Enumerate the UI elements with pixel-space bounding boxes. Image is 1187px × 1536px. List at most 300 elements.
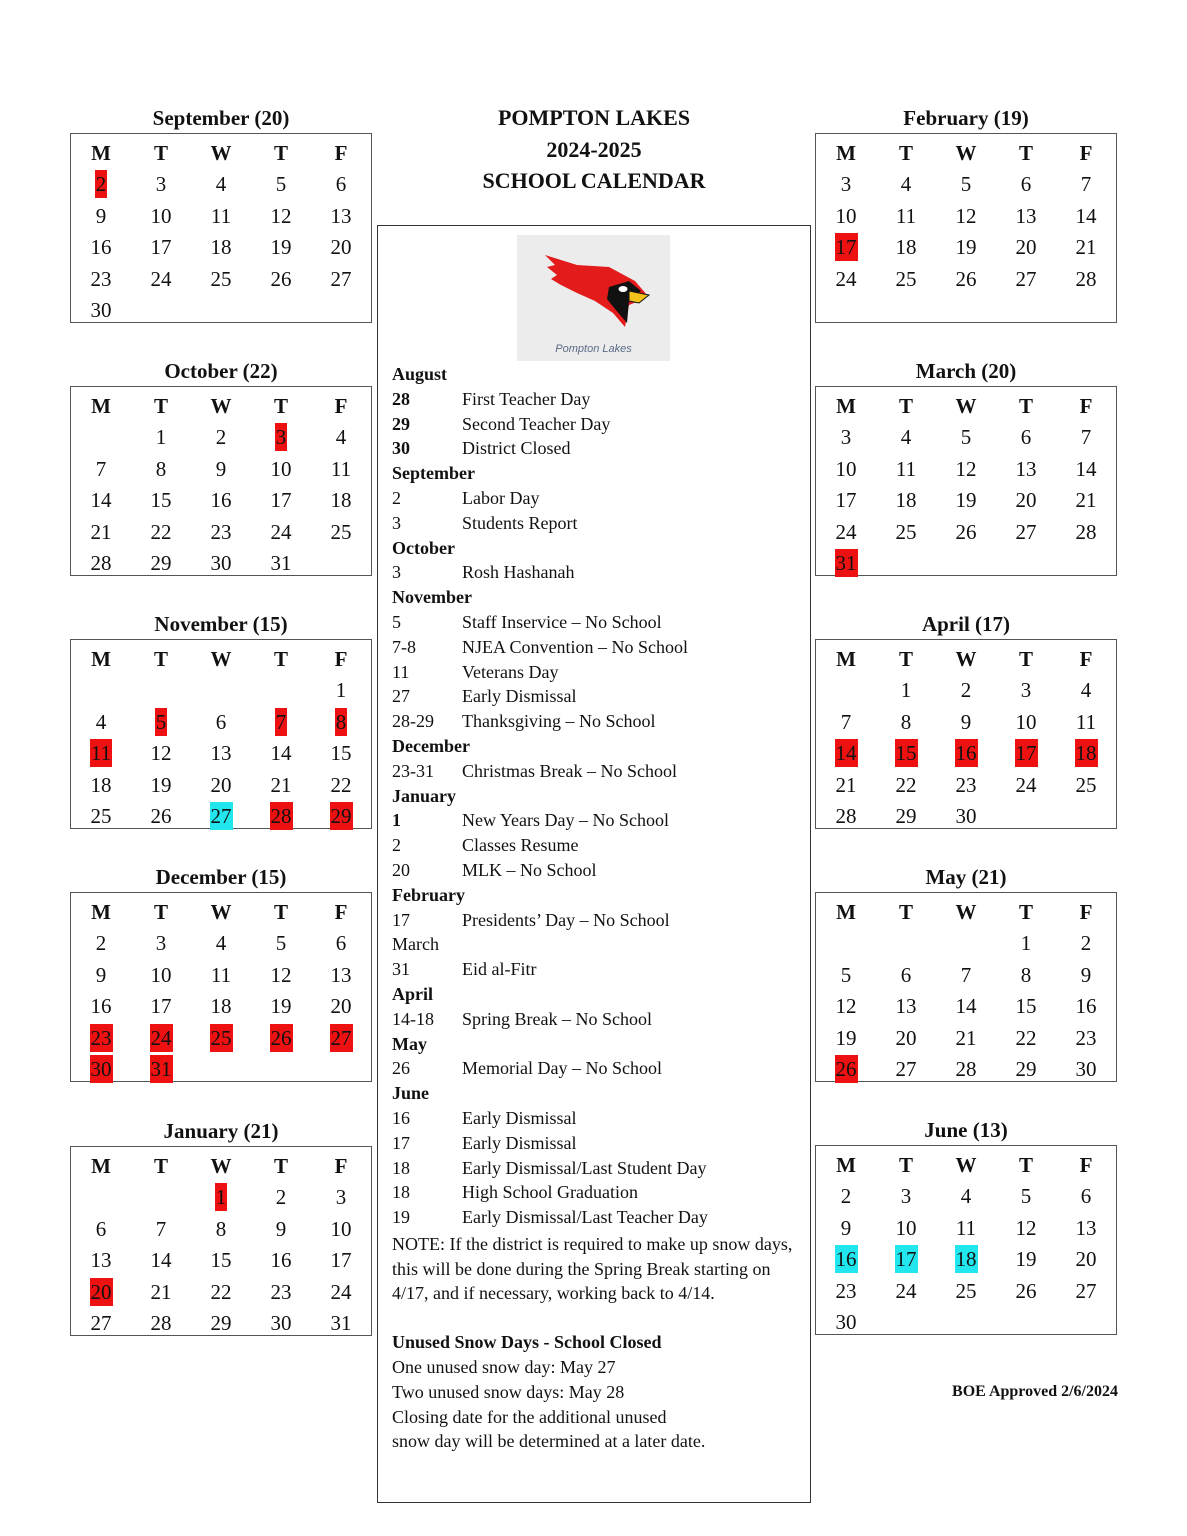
event-date: 11 <box>392 661 410 682</box>
day-cell <box>191 423 251 451</box>
day-number: 15 <box>330 741 352 766</box>
day-cell <box>816 455 876 483</box>
weekday-label: W <box>955 646 977 671</box>
day-cell <box>936 961 996 989</box>
weekday-label: W <box>210 899 232 924</box>
day-number: 15 <box>1015 994 1037 1019</box>
empty-cell <box>131 676 191 704</box>
day-number: 13 <box>330 203 352 228</box>
day-cell <box>936 708 996 736</box>
day-number: 18 <box>895 235 917 260</box>
day-cell <box>191 929 251 957</box>
empty-cell <box>996 802 1056 830</box>
title-year: 2024-2025 <box>546 136 642 162</box>
day-cell <box>996 265 1056 293</box>
day-number: 31 <box>270 551 292 576</box>
day-cell <box>131 802 191 830</box>
day-cell <box>1056 518 1116 546</box>
day-cell <box>191 170 251 198</box>
day-cell <box>876 170 936 198</box>
day-number: 6 <box>1020 425 1032 450</box>
day-number: 19 <box>270 235 292 260</box>
day-number: 2 <box>840 1184 852 1209</box>
week-row <box>71 675 371 707</box>
title-district: POMPTON LAKES <box>497 105 691 130</box>
day-cell <box>311 676 371 704</box>
day-number: 4 <box>960 1184 972 1209</box>
month-march <box>815 356 1117 576</box>
day-cell <box>996 170 1056 198</box>
day-cell <box>251 1183 311 1211</box>
event-item <box>392 957 802 982</box>
weekday-label: F <box>1079 899 1093 924</box>
week-row <box>71 738 371 770</box>
empty-cell <box>816 296 876 324</box>
month-grid <box>70 133 372 323</box>
day-number: 3 <box>900 1184 912 1209</box>
event-description: Second Teacher Day <box>462 413 611 434</box>
day-number: 21 <box>955 1025 977 1050</box>
event-month-heading: January <box>392 785 457 806</box>
week-row <box>816 516 1116 548</box>
month-june <box>815 1115 1117 1335</box>
day-cell <box>191 1215 251 1243</box>
weekday-label: T <box>1018 899 1033 924</box>
day-number: 5 <box>275 931 287 956</box>
day-cell <box>191 518 251 546</box>
weekday-label: T <box>898 393 913 418</box>
day-cell <box>876 202 936 230</box>
day-number: 24 <box>150 1025 172 1050</box>
empty-cell <box>876 549 936 577</box>
day-cell <box>816 233 876 261</box>
day-cell <box>311 929 371 957</box>
weekday-header <box>71 137 371 169</box>
month-title: June (13) <box>924 1118 1008 1142</box>
day-cell <box>996 233 1056 261</box>
day-number: 24 <box>1015 772 1037 797</box>
day-cell <box>251 961 311 989</box>
day-number: 2 <box>1080 931 1092 956</box>
day-cell <box>1056 170 1116 198</box>
day-number: 30 <box>955 804 977 829</box>
day-cell <box>71 992 131 1020</box>
day-cell <box>1056 929 1116 957</box>
day-number: 19 <box>955 488 977 513</box>
day-cell <box>191 1183 251 1211</box>
day-number: 24 <box>835 519 857 544</box>
day-number: 16 <box>270 1248 292 1273</box>
day-number: 18 <box>955 1247 977 1272</box>
month-title: April (17) <box>921 612 1011 636</box>
day-cell <box>191 233 251 261</box>
day-number: 10 <box>150 203 172 228</box>
day-number: 16 <box>90 235 112 260</box>
weekday-label: F <box>334 393 348 418</box>
day-cell <box>191 961 251 989</box>
day-number: 9 <box>95 962 107 987</box>
day-number: 10 <box>270 456 292 481</box>
day-cell <box>191 1246 251 1274</box>
day-cell <box>936 1182 996 1210</box>
weekday-label: T <box>153 1153 168 1178</box>
event-description: Students Report <box>462 512 578 533</box>
event-description: High School Graduation <box>462 1182 638 1203</box>
day-cell <box>311 486 371 514</box>
day-number: 23 <box>90 266 112 291</box>
event-description: Early Dismissal <box>462 1132 577 1153</box>
day-number: 25 <box>955 1278 977 1303</box>
event-date: 3 <box>392 562 401 583</box>
day-number: 25 <box>210 1025 232 1050</box>
month-grid <box>815 386 1117 576</box>
day-cell <box>131 1055 191 1083</box>
day-number: 17 <box>330 1248 352 1273</box>
event-description: Early Dismissal/Last Teacher Day <box>462 1207 708 1228</box>
day-number: 14 <box>955 994 977 1019</box>
empty-cell <box>1056 802 1116 830</box>
weekday-label: M <box>91 1153 111 1178</box>
day-number: 27 <box>1015 519 1037 544</box>
day-cell <box>996 929 1056 957</box>
day-number: 5 <box>1020 1184 1032 1209</box>
day-cell <box>251 423 311 451</box>
weekday-label: T <box>273 899 288 924</box>
day-cell <box>816 708 876 736</box>
day-cell <box>816 549 876 577</box>
day-cell <box>251 929 311 957</box>
day-cell <box>131 929 191 957</box>
week-row <box>71 263 371 295</box>
day-cell <box>996 961 1056 989</box>
day-cell <box>816 1055 876 1083</box>
empty-cell <box>996 296 1056 324</box>
day-number: 21 <box>270 772 292 797</box>
day-cell <box>936 1277 996 1305</box>
day-cell <box>876 1245 936 1273</box>
day-number: 10 <box>150 962 172 987</box>
day-cell <box>876 518 936 546</box>
empty-cell <box>71 676 131 704</box>
day-number: 12 <box>955 203 977 228</box>
empty-cell <box>71 423 131 451</box>
day-number: 30 <box>210 551 232 576</box>
day-number: 30 <box>1075 1057 1097 1082</box>
week-row <box>816 485 1116 517</box>
day-cell <box>1056 739 1116 767</box>
day-cell <box>131 202 191 230</box>
week-row <box>816 548 1116 580</box>
day-cell <box>936 233 996 261</box>
month-title: January (21) <box>163 1119 279 1143</box>
weekday-label: T <box>273 646 288 671</box>
day-cell <box>311 802 371 830</box>
day-number: 14 <box>835 741 857 766</box>
day-cell <box>1056 992 1116 1020</box>
day-number: 19 <box>150 772 172 797</box>
snow-days-title: Unused Snow Days - School Closed <box>392 1332 662 1353</box>
day-number: 7 <box>95 456 107 481</box>
day-cell <box>936 170 996 198</box>
day-cell <box>131 708 191 736</box>
empty-cell <box>311 549 371 577</box>
event-description: District Closed <box>462 438 571 459</box>
day-number: 1 <box>1020 931 1032 956</box>
day-cell <box>71 1278 131 1306</box>
week-row <box>71 959 371 991</box>
day-cell <box>876 1055 936 1083</box>
week-row <box>816 200 1116 232</box>
day-number: 16 <box>955 741 977 766</box>
day-number: 9 <box>95 203 107 228</box>
day-cell <box>191 486 251 514</box>
event-item <box>392 1056 802 1081</box>
logo-caption: Pompton Lakes <box>555 343 632 355</box>
day-cell <box>71 455 131 483</box>
day-cell <box>1056 1024 1116 1052</box>
week-row <box>816 232 1116 264</box>
day-cell <box>1056 1182 1116 1210</box>
day-cell <box>876 708 936 736</box>
day-cell <box>996 771 1056 799</box>
day-number: 12 <box>955 456 977 481</box>
month-grid <box>70 639 372 829</box>
event-item <box>392 1106 802 1131</box>
title-name: SCHOOL CALENDAR <box>482 168 706 193</box>
empty-cell <box>1056 296 1116 324</box>
day-cell <box>816 961 876 989</box>
day-number: 13 <box>90 1248 112 1273</box>
day-number: 7 <box>1080 425 1092 450</box>
event-date: 14-18 <box>392 1008 434 1029</box>
day-number: 20 <box>330 994 352 1019</box>
day-number: 14 <box>270 741 292 766</box>
day-number: 3 <box>840 172 852 197</box>
day-number: 9 <box>960 709 972 734</box>
event-item <box>392 486 802 511</box>
month-grid <box>70 386 372 576</box>
day-number: 10 <box>835 456 857 481</box>
day-number: 23 <box>1075 1025 1097 1050</box>
day-number: 23 <box>90 1025 112 1050</box>
week-row <box>816 1244 1116 1276</box>
day-number: 29 <box>1015 1057 1037 1082</box>
empty-cell <box>936 549 996 577</box>
day-cell <box>311 518 371 546</box>
event-description: MLK – No School <box>462 859 597 880</box>
day-number: 12 <box>150 741 172 766</box>
event-item <box>392 833 802 858</box>
day-cell <box>251 170 311 198</box>
event-month-heading: February <box>392 884 465 905</box>
day-cell <box>936 739 996 767</box>
day-cell <box>131 1309 191 1337</box>
day-number: 5 <box>960 172 972 197</box>
day-number: 29 <box>895 804 917 829</box>
week-row <box>816 706 1116 738</box>
day-cell <box>996 455 1056 483</box>
day-cell <box>251 1024 311 1052</box>
day-number: 28 <box>90 551 112 576</box>
event-item <box>392 660 802 685</box>
month-title: March (20) <box>915 359 1017 383</box>
day-number: 5 <box>155 709 167 734</box>
day-number: 24 <box>330 1279 352 1304</box>
week-row <box>71 548 371 580</box>
day-cell <box>996 1245 1056 1273</box>
day-cell <box>311 961 371 989</box>
weekday-label: F <box>334 646 348 671</box>
weekday-label: W <box>955 393 977 418</box>
day-cell <box>131 265 191 293</box>
day-cell <box>1056 708 1116 736</box>
week-row <box>816 928 1116 960</box>
week-row <box>816 801 1116 833</box>
empty-cell <box>251 1055 311 1083</box>
day-number: 12 <box>270 203 292 228</box>
empty-cell <box>311 296 371 324</box>
day-number: 18 <box>1075 741 1097 766</box>
weekday-label: M <box>91 899 111 924</box>
day-cell <box>1056 233 1116 261</box>
day-cell <box>1056 1245 1116 1273</box>
day-cell <box>996 486 1056 514</box>
events-panel <box>377 225 811 1503</box>
week-row <box>816 959 1116 991</box>
day-cell <box>191 202 251 230</box>
day-number: 6 <box>215 709 227 734</box>
day-cell <box>71 233 131 261</box>
day-number: 11 <box>330 456 352 481</box>
week-row <box>816 675 1116 707</box>
month-december <box>70 862 372 1082</box>
week-row <box>71 200 371 232</box>
event-date: 28-29 <box>392 711 434 732</box>
event-description: Veterans Day <box>462 661 559 682</box>
week-row <box>816 1054 1116 1086</box>
day-cell <box>71 961 131 989</box>
week-row <box>816 295 1116 327</box>
event-description: Early Dismissal <box>462 1107 577 1128</box>
week-row <box>71 169 371 201</box>
day-cell <box>816 1245 876 1273</box>
day-number: 2 <box>95 931 107 956</box>
event-item <box>392 412 802 437</box>
day-number: 28 <box>1075 519 1097 544</box>
day-cell <box>131 1278 191 1306</box>
calendar-title <box>378 102 810 197</box>
weekday-label: T <box>898 646 913 671</box>
week-row <box>816 1307 1116 1339</box>
day-cell <box>1056 961 1116 989</box>
day-number: 25 <box>210 266 232 291</box>
day-cell <box>876 992 936 1020</box>
day-number: 4 <box>1080 678 1092 703</box>
week-row <box>71 1022 371 1054</box>
day-number: 27 <box>895 1057 917 1082</box>
day-number: 18 <box>895 488 917 513</box>
day-number: 22 <box>210 1279 232 1304</box>
weekday-label: T <box>1018 1152 1033 1177</box>
day-number: 23 <box>955 772 977 797</box>
day-number: 21 <box>835 772 857 797</box>
day-cell <box>131 1246 191 1274</box>
month-grid <box>70 1146 372 1336</box>
day-number: 8 <box>900 709 912 734</box>
week-row <box>71 1245 371 1277</box>
day-number: 28 <box>150 1311 172 1336</box>
month-grid <box>815 639 1117 829</box>
event-item <box>392 436 802 461</box>
day-number: 1 <box>155 425 167 450</box>
day-cell <box>996 1214 1056 1242</box>
day-number: 22 <box>150 519 172 544</box>
day-cell <box>71 1055 131 1083</box>
day-cell <box>876 676 936 704</box>
event-date: 17 <box>392 909 410 930</box>
cardinal-logo <box>517 235 670 361</box>
month-september <box>70 103 372 323</box>
day-cell <box>936 1245 996 1273</box>
day-number: 10 <box>1015 709 1037 734</box>
event-description: First Teacher Day <box>462 388 591 409</box>
week-row <box>816 169 1116 201</box>
day-cell <box>996 1055 1056 1083</box>
cardinal-icon <box>517 235 670 345</box>
event-month-heading: March <box>392 934 439 955</box>
day-cell <box>251 202 311 230</box>
day-cell <box>996 1024 1056 1052</box>
day-cell <box>191 549 251 577</box>
day-number: 15 <box>150 488 172 513</box>
empty-cell <box>876 296 936 324</box>
day-cell <box>816 739 876 767</box>
week-row <box>71 801 371 833</box>
empty-cell <box>191 1055 251 1083</box>
day-number: 20 <box>210 772 232 797</box>
weekday-label: T <box>273 1153 288 1178</box>
day-cell <box>996 992 1056 1020</box>
day-number: 30 <box>270 1311 292 1336</box>
day-cell <box>191 802 251 830</box>
day-cell <box>936 265 996 293</box>
day-number: 22 <box>895 772 917 797</box>
weekday-label: M <box>836 1152 856 1177</box>
weekday-label: W <box>210 140 232 165</box>
day-cell <box>936 202 996 230</box>
day-cell <box>1056 202 1116 230</box>
day-cell <box>936 486 996 514</box>
day-cell <box>71 1024 131 1052</box>
weekday-label: T <box>153 140 168 165</box>
day-cell <box>131 1024 191 1052</box>
day-number: 16 <box>90 994 112 1019</box>
day-cell <box>816 1024 876 1052</box>
day-number: 21 <box>1075 488 1097 513</box>
week-row <box>816 1275 1116 1307</box>
day-number: 4 <box>215 931 227 956</box>
day-number: 19 <box>1015 1247 1037 1272</box>
day-number: 5 <box>960 425 972 450</box>
day-cell <box>71 1309 131 1337</box>
day-number: 12 <box>1015 1215 1037 1240</box>
day-number: 18 <box>330 488 352 513</box>
day-number: 23 <box>270 1279 292 1304</box>
day-number: 13 <box>1015 456 1037 481</box>
day-cell <box>251 1278 311 1306</box>
day-number: 6 <box>335 931 347 956</box>
day-number: 28 <box>1075 266 1097 291</box>
